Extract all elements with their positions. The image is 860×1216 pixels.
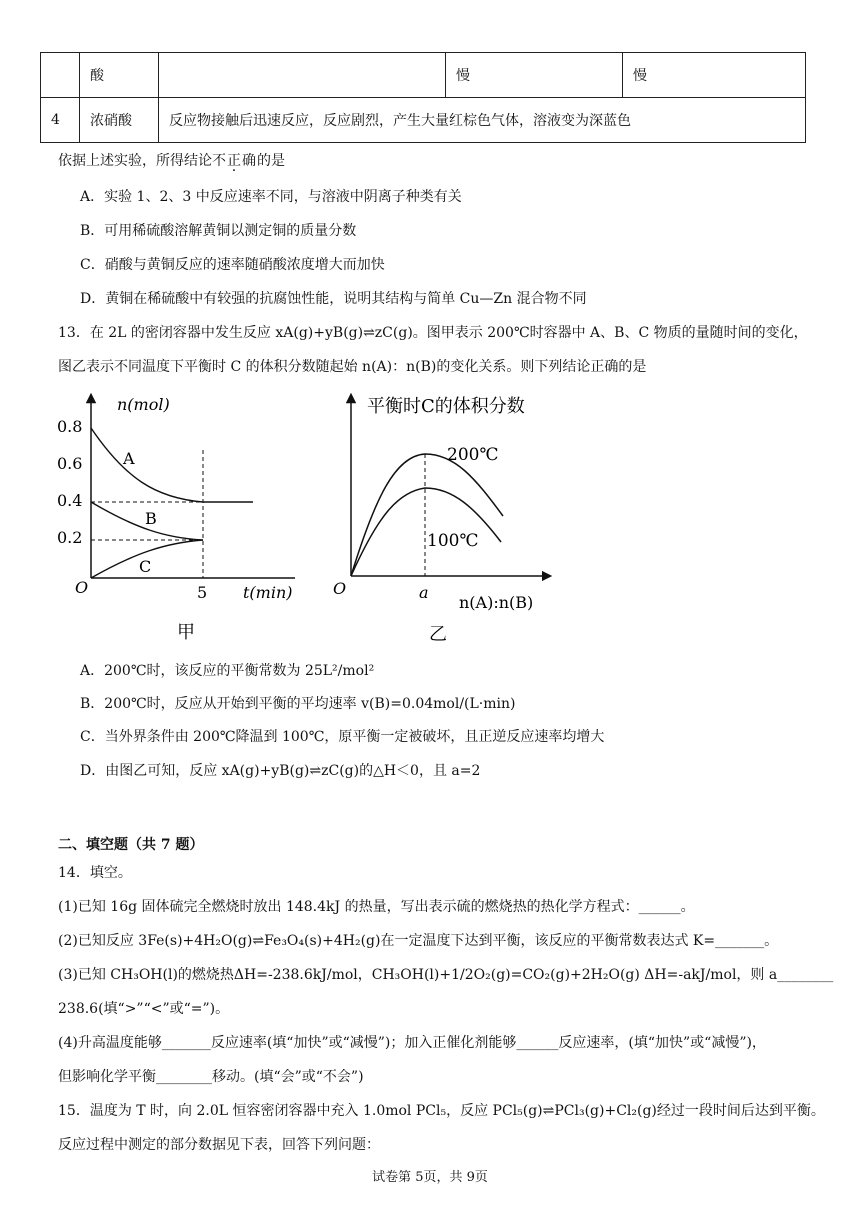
table-row: [41, 53, 806, 98]
q13-stem-line2: 图乙表示不同温度下平衡时 C 的体积分数随起始 n(A)：n(B)的变化关系。则下列结论正确的是: [58, 359, 647, 375]
q14-line: (1)已知 16g 固体硫完全燃烧时放出 148.4kJ 的热量，写出表示硫的燃烧热的热化学方程式：______。: [58, 899, 695, 915]
q12-option-a: A．实验 1、2、3 中反应速率不同，与溶液中阴离子种类有关: [80, 189, 462, 205]
chart-caption: 甲: [177, 622, 195, 643]
page-footer: 试卷第 5页，共 9页: [372, 1170, 488, 1185]
y-tick-label: 0.6: [57, 454, 83, 473]
series-a-line: [91, 428, 253, 502]
table-cell-phenomenon: [159, 53, 446, 98]
q12-option-b: B．可用稀硫酸溶解黄铜以测定铜的质量分数: [80, 223, 357, 239]
experiment-table: [40, 52, 806, 143]
series-200c-line: [351, 454, 503, 576]
q14-line: (2)已知反应 3Fe(s)+4H₂O(g)⇌Fe₃O₄(s)+4H₂(g)在一定温度下达到平衡，该反应的平衡常数表达式 K=_______。: [58, 933, 779, 949]
table-cell-rate: 慢: [623, 53, 806, 98]
x-axis-label: n(A):n(B): [459, 593, 534, 612]
x-axis-label: t(min): [243, 583, 293, 602]
series-label: 200℃: [447, 445, 499, 465]
q13-option-d: D．由图乙可知，反应 xA(g)+yB(g)⇌zC(g)的△H＜0，且 a=2: [80, 763, 481, 779]
table-cell-rate: 慢: [446, 53, 623, 98]
chart-jia: [57, 395, 295, 643]
y-axis-label: 平衡时C的体积分数: [367, 396, 525, 417]
series-label: B: [145, 509, 157, 528]
chart-caption: 乙: [429, 624, 447, 645]
table-cell-num: [41, 53, 80, 98]
q12-emphasis: 不正确: [212, 153, 257, 169]
q13-stem-line1: 13．在 2L 的密闭容器中发生反应 xA(g)+yB(g)⇌zC(g)。图甲表示 200℃时容器中 A、B、C 物质的量随时间的变化，: [58, 325, 808, 341]
figures: [55, 388, 575, 648]
q15-line2: 反应过程中测定的部分数据见下表，回答下列问题：: [58, 1137, 380, 1153]
q12-option-d: D．黄铜在稀硫酸中有较强的抗腐蚀性能，说明其结构与简单 Cu—Zn 混合物不同: [80, 291, 587, 307]
table-cell-reagent: 酸: [80, 53, 159, 98]
q12-stem: [58, 150, 285, 170]
table-cell-phenomenon: 反应物接触后迅速反应，反应剧烈，产生大量红棕色气体，溶液变为深蓝色: [159, 98, 806, 143]
x-tick-label: 5: [197, 583, 208, 602]
y-tick-label: 0.8: [57, 417, 83, 436]
x-tick-label: a: [419, 583, 429, 602]
q12-stem-text: 的是: [257, 153, 285, 169]
q14-line: (4)升高温度能够_______反应速率(填“加快”或“减慢”)；加入正催化剂能够______反应速率，(填“加快”或“减慢”)，: [58, 1035, 766, 1051]
table-cell-num: 4: [41, 98, 80, 143]
chart-yi: [333, 396, 547, 645]
table-cell-reagent: 浓硝酸: [80, 98, 159, 143]
section-title: 二、填空题（共 7 题）: [58, 837, 204, 853]
q13-option-c: C．当外界条件由 200℃降温到 100℃，原平衡一定被破坏，且正逆反应速率均增大: [80, 729, 605, 745]
q14-line: 238.6(填“>”“<”或“=”)。: [58, 1001, 230, 1017]
origin-label: O: [333, 579, 347, 598]
y-tick-label: 0.4: [57, 491, 83, 510]
q13-option-b: B．200℃时，反应从开始到平衡的平均速率 v(B)=0.04mol/(L·min): [80, 696, 516, 712]
series-label: A: [123, 449, 135, 468]
origin-label: O: [75, 578, 89, 597]
q15-line1: 15．温度为 T 时，向 2.0L 恒容密闭容器中充入 1.0mol PCl₅，反应 PCl₅(g)⇌PCl₃(g)+Cl₂(g)经过一段时间后达到平衡。: [58, 1103, 825, 1119]
table-row: [41, 98, 806, 143]
y-axis-label: n(mol): [117, 395, 170, 414]
series-100c-line: [351, 488, 501, 576]
series-label: C: [139, 557, 152, 576]
q14-line: 但影响化学平衡________移动。(填“会”或“不会”): [58, 1069, 364, 1085]
q14-line: (3)已知 CH₃OH(l)的燃烧热ΔH=-238.6kJ/mol，CH₃OH(l)+1/2O₂(g)=CO₂(g)+2H₂O(g) ΔH=-akJ/mol，则 a________: [58, 967, 834, 983]
q12-stem-text: 依据上述实验，所得结论: [58, 153, 212, 169]
q14-title: 14．填空。: [58, 865, 132, 881]
q13-option-a: A．200℃时，该反应的平衡常数为 25L²/mol²: [80, 663, 375, 679]
y-tick-label: 0.2: [57, 528, 83, 547]
series-label: 100℃: [427, 531, 479, 551]
q12-option-c: C．硝酸与黄铜反应的速率随硝酸浓度增大而加快: [80, 257, 385, 273]
